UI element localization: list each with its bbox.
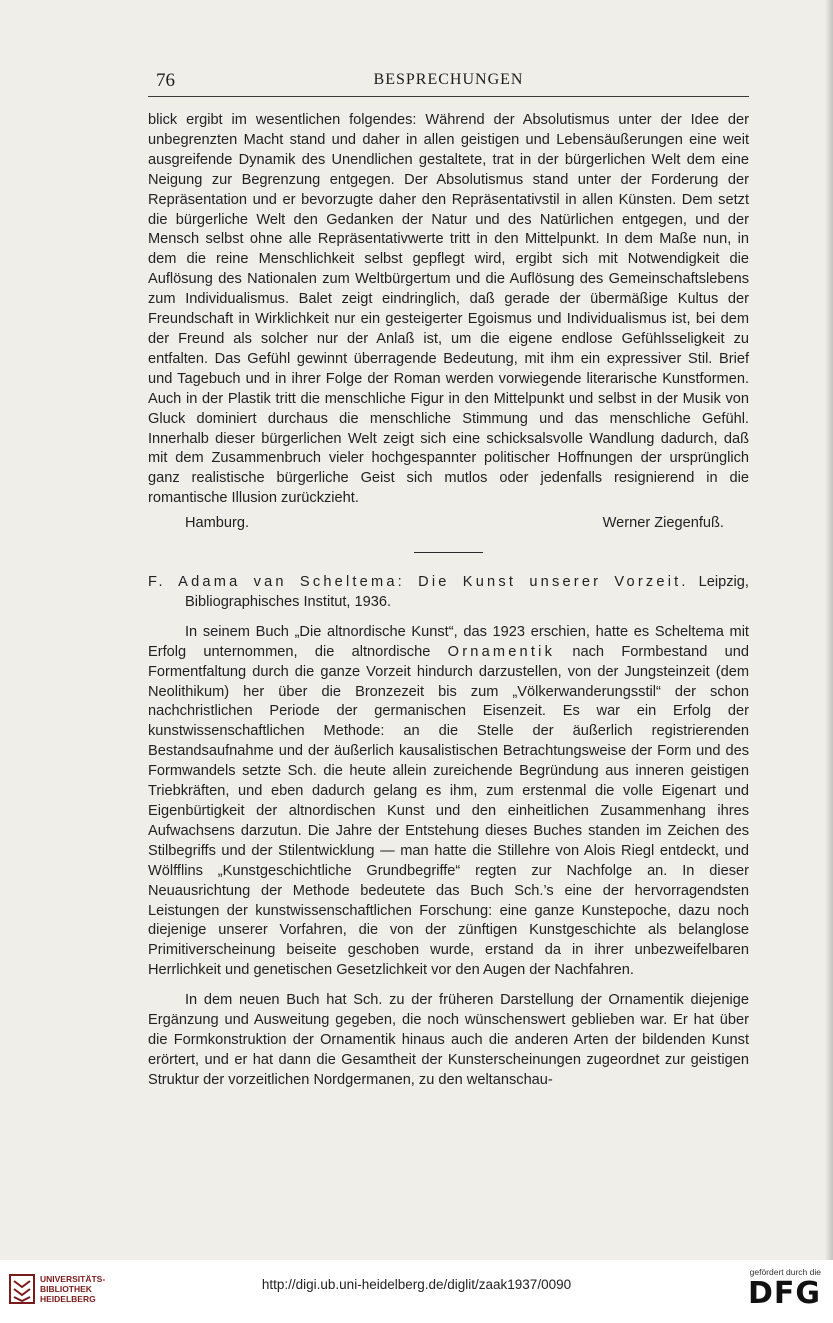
library-name-line2: BIBLIOTHEK: [40, 1284, 92, 1294]
page-number: 76: [156, 70, 175, 91]
section-separator: [414, 552, 483, 553]
review1-place: Hamburg.: [185, 515, 250, 532]
review2-paragraph-2: In dem neuen Buch hat Sch. zu der früheren Darstellung der Ornamentik diejenige Ergänzung und Ausweitung gegeben, die noch wünschenswert geblieben war. Er hat über die Formkonstruktion der Ornamentik hinaus auch die anderen Arten der bildenden Kunst erörtert, und er hat dann die Gesamtheit der Kunsterscheinungen zugeordnet zur geistigen Struktur der vorzeitlichen Nordgermanen, zu den weltanschau-: [148, 992, 749, 1088]
review2-paragraph-1: [148, 623, 749, 981]
funder-note: gefördert durch die: [749, 1267, 821, 1277]
library-name-line1: UNIVERSITÄTS-: [40, 1274, 106, 1284]
document-url[interactable]: http://digi.ub.uni-heidelberg.de/diglit/zaak1937/0090: [261, 1277, 572, 1292]
review2-book-title: F. Adama van Scheltema: Die Kunst unserer Vorzeit.: [148, 574, 689, 591]
review2-p1-emphasis: Ornamentik: [447, 643, 556, 660]
review1-author: Werner Ziegenfuß.: [602, 515, 724, 532]
library-name-line3: HEIDELBERG: [40, 1294, 96, 1304]
review2-heading: [148, 573, 749, 613]
review1-signature: [148, 514, 749, 534]
review1-paragraph: blick ergibt im wesentlichen folgendes: Während der Absolutismus unter der Idee der unbegrenzten Macht stand und daher in allen geistigen und Lebensäußerungen eine weit ausgreifende Dynamik des Unendlichen gestaltete, trat in der bürgerlichen Welt dem eine Neigung zur Begrenzung entgegen. Der Absolutismus stand unter der Forderung der Repräsentation und er bevorzugte daher den Repräsentativstil in allen Künsten. Dem setzt die bürgerliche Welt den Gedanken der Natur und des Natürlichen entgegen, und der Mensch selbst ohne alle Repräsentativwerte tritt in den Mittelpunkt. In dem Maße nun, in dem die reine Menschlichkeit selbst gepflegt wird, ergibt sich mit Notwendigkeit die Auflösung des Nationalen zum Weltbürgertum und die Auflösung des Gemeinschaftslebens zum Individualismus. Balet zeigt eindringlich, daß gerade der übermäßige Kultus der Freundschaft in Wirklichkeit nur ein gesteigerter Egoismus und Individualismus ist, bei dem der Freund als solcher nur der Anlaß ist, um die eigene endlose Gefühlsseligkeit zu entfalten. Das Gefühl gewinnt überragende Bedeutung, mit ihm ein expressiver Stil. Brief und Tagebuch und in ihrer Folge der Roman werden vorwiegende literarische Kunstformen. Auch in der Plastik tritt die menschliche Figur in den Mittelpunkt und selbst in der Musik von Gluck dominiert durchaus die menschliche Stimmung und das menschliche Gefühl. Innerhalb dieser bürgerlichen Welt zeigt sich eine schicksalsvolle Wandlung dadurch, daß mit dem Zusammenbruch vieler hochgespannter politischer Hoffnungen der ursprünglich ganz realistische bürgerliche Geist sich mutlos oder jedenfalls resignierend in die romantische Illusion zurückzieht.: [148, 112, 749, 507]
running-title: BESPRECHUNGEN: [373, 71, 524, 88]
page-header: [148, 70, 749, 97]
review2-p1-before: In seinem Buch „Die altnordische Kunst“, das 1923 erschien, hatte es Scheltema mit Erfolg unternommen, die altnordische: [148, 623, 749, 660]
page-body: [148, 111, 749, 1091]
dfg-logo: DFG: [747, 1276, 821, 1311]
review2-publication: Leipzig, Bibliographisches Institut, 1936.: [185, 574, 749, 610]
review2-p1-after: nach Formbestand und Formentfaltung durch die ganze Vorzeit hindurch darzustellen, von der Jungsteinzeit (dem Neolithikum) her über die Bronzezeit bis zum „Völkerwanderungsstil“ der schon nachchristlichen Periode der germanischen Eisenzeit. Es war ein Erfolg der kunstwissenschaftlichen Methode: an die Stelle der äußerlich registrierenden Bestandsaufnahme und der äußerlich kausalistischen Betrachtungsweise der Form und des Formwandels setzte Sch. die heute allein zureichende Begründung aus inneren geistigen Triebkräften, und eben dadurch gelang es ihm, zum erstenmal die volle Eigenart und Eigenbürtigkeit der altnordischen Kunst und den einheitlichen Zusammenhang ihres Aufwachsens darzutun. Die Jahre der Entstehung dieses Buches standen im Zeichen des Stilbegriffs und der Stilentwicklung — man hatte die Stillehre von Alois Riegl entdeckt, und Wölfflins „Kunstgeschichtliche Grundbegriffe“ regten zur Nachfolge an. In dieser Neuausrichtung der Methode bedeutete das Buch Sch.’s eine der hervorragendsten Leistungen der kunstwissenschaftlichen Forschung: eine ganze Kunstepoche, dazu noch diejenige unserer Vorfahren, die von der zünftigen Kunstgeschichte als belanglose Primitiverscheinung beiseite geschoben wurde, erstand da in ihrer unbezweifelbaren Herrlichkeit und genetischen Gesetzlichkeit vor den Augen der Nachfahren.: [148, 643, 749, 979]
funder-block[interactable]: [748, 1267, 821, 1311]
viewer-footer: [0, 1260, 833, 1323]
